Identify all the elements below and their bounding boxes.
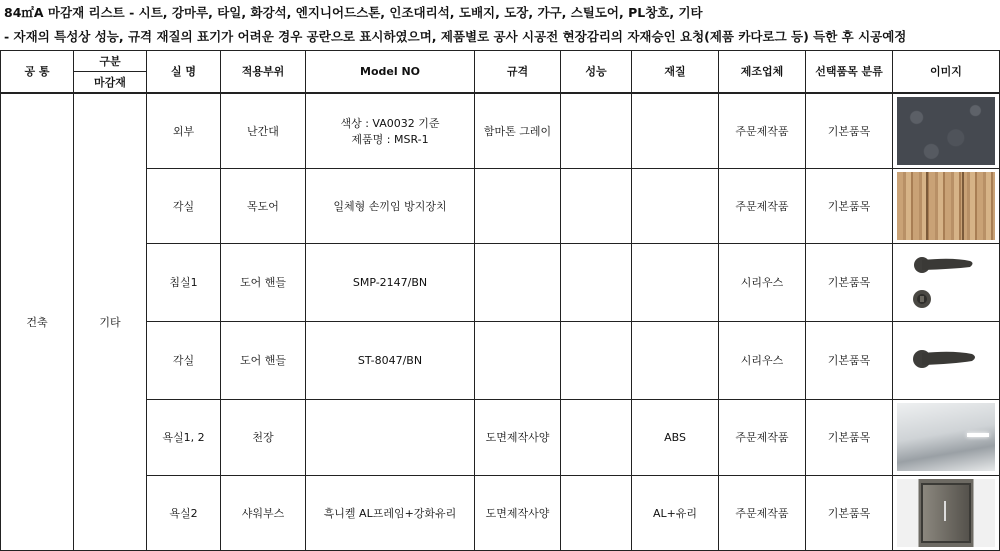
performance-cell xyxy=(561,93,632,169)
model-cell: 일체형 손끼임 방지장치 xyxy=(306,168,475,243)
spec-cell: 함마톤 그레이 xyxy=(475,93,561,169)
image-cell xyxy=(893,93,1000,169)
room-cell: 각실 xyxy=(147,321,221,399)
option-cell: 기본품목 xyxy=(806,475,893,550)
material-cell xyxy=(632,168,719,243)
performance-cell xyxy=(561,168,632,243)
option-cell: 기본품목 xyxy=(806,93,893,169)
performance-cell xyxy=(561,321,632,399)
option-cell: 기본품목 xyxy=(806,321,893,399)
col-header-common: 공 통 xyxy=(1,51,74,93)
spec-cell: 도면제작사양 xyxy=(475,399,561,475)
model-line: 제품명 : MSR-1 xyxy=(351,132,429,146)
col-header-maker: 제조업체 xyxy=(719,51,806,93)
location-cell: 천장 xyxy=(221,399,306,475)
model-cell xyxy=(306,399,475,475)
col-header-image: 이미지 xyxy=(893,51,1000,93)
table-row xyxy=(1,475,1000,550)
location-cell: 난간대 xyxy=(221,93,306,169)
maker-cell: 주문제작품 xyxy=(719,475,806,550)
image-cell xyxy=(893,243,1000,321)
room-cell: 욕실1, 2 xyxy=(147,399,221,475)
document-title: 84㎡A 마감재 리스트 - 시트, 강마루, 타일, 화강석, 엔지니어드스톤, 인조대리석, 도배지, 도장, 가구, 스틸도어, PL창호, 기타 xyxy=(4,5,703,20)
option-cell: 기본품목 xyxy=(806,243,893,321)
performance-cell xyxy=(561,243,632,321)
material-cell: AL+유리 xyxy=(632,475,719,550)
maker-cell: 주문제작품 xyxy=(719,93,806,169)
room-cell: 외부 xyxy=(147,93,221,169)
lever-handle-with-lock-image xyxy=(898,247,994,315)
location-cell: 도어 핸들 xyxy=(221,243,306,321)
room-cell: 욕실2 xyxy=(147,475,221,550)
room-cell: 침실1 xyxy=(147,243,221,321)
maker-cell: 주문제작품 xyxy=(719,399,806,475)
col-header-model: Model NO xyxy=(306,51,475,93)
finish-cell: 기타 xyxy=(74,93,147,551)
spec-cell: 도면제작사양 xyxy=(475,475,561,550)
performance-cell xyxy=(561,475,632,550)
image-cell xyxy=(893,475,1000,550)
spec-cell xyxy=(475,168,561,243)
lever-handle-image xyxy=(898,325,994,393)
material-cell xyxy=(632,93,719,169)
col-header-finish: 마감재 xyxy=(74,72,147,93)
maker-cell: 시리우스 xyxy=(719,243,806,321)
table-row xyxy=(1,243,1000,321)
model-cell: ST-8047/BN xyxy=(306,321,475,399)
image-cell xyxy=(893,321,1000,399)
bathroom-ceiling-image xyxy=(897,403,995,471)
model-line: 색상 : VA0032 기준 xyxy=(340,116,440,130)
dark-textured-stone-image xyxy=(897,97,995,165)
table-row xyxy=(1,321,1000,399)
model-cell xyxy=(306,93,475,169)
room-cell: 각실 xyxy=(147,168,221,243)
model-cell: 흑니켈 AL프레임+강화유리 xyxy=(306,475,475,550)
document-header xyxy=(0,0,1000,49)
finish-material-table xyxy=(0,50,1000,551)
material-cell xyxy=(632,243,719,321)
col-header-material: 재질 xyxy=(632,51,719,93)
spec-cell xyxy=(475,321,561,399)
maker-cell: 시리우스 xyxy=(719,321,806,399)
table-row xyxy=(1,399,1000,475)
col-header-room: 실 명 xyxy=(147,51,221,93)
image-cell xyxy=(893,399,1000,475)
wood-door-image xyxy=(897,172,995,240)
material-cell: ABS xyxy=(632,399,719,475)
option-cell: 기본품목 xyxy=(806,168,893,243)
table-row xyxy=(1,93,1000,169)
performance-cell xyxy=(561,399,632,475)
location-cell: 샤워부스 xyxy=(221,475,306,550)
spec-cell xyxy=(475,243,561,321)
model-cell: SMP-2147/BN xyxy=(306,243,475,321)
material-cell xyxy=(632,321,719,399)
col-header-location: 적용부위 xyxy=(221,51,306,93)
col-header-performance: 성능 xyxy=(561,51,632,93)
location-cell: 목도어 xyxy=(221,168,306,243)
maker-cell: 주문제작품 xyxy=(719,168,806,243)
shower-booth-image xyxy=(897,479,995,547)
col-header-option: 선택품목 분류 xyxy=(806,51,893,93)
col-header-spec: 규격 xyxy=(475,51,561,93)
image-cell xyxy=(893,168,1000,243)
table-row xyxy=(1,168,1000,243)
common-cell: 건축 xyxy=(1,93,74,551)
location-cell: 도어 핸들 xyxy=(221,321,306,399)
col-header-division: 구분 xyxy=(74,51,147,72)
option-cell: 기본품목 xyxy=(806,399,893,475)
document-note: - 자재의 특성상 성능, 규격 재질의 표기가 어려운 경우 공란으로 표시하였으며, 제품별로 공사 시공전 현장감리의 자재승인 요청(제품 카다로그 등) 득한 후 시공예정 xyxy=(4,29,907,44)
